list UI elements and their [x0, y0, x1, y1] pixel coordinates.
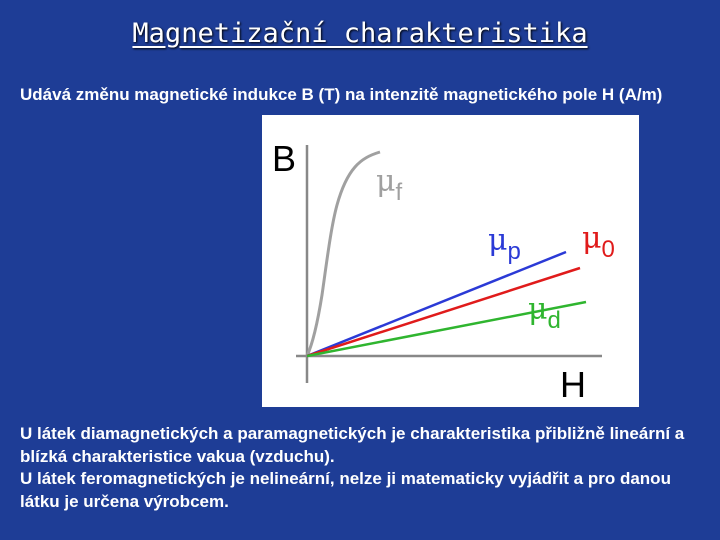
paragraph-ferro: U látek feromagnetických je nelineární, nelze ji matematicky vyjádřit a pro danou látku je určena výrobcem. [20, 469, 671, 511]
label-mu-f-symbol: μ [376, 164, 396, 199]
magnetization-figure [262, 115, 639, 407]
curve-ferromagnetic [307, 152, 380, 356]
slide-title: Magnetizační charakteristika [132, 18, 588, 49]
label-mu-p-sub: p [507, 238, 521, 265]
paragraph-dia-para: U látek diamagnetických a paramagnetických je charakteristika přibližně lineární a blízká charakteristice vakua (vzduchu). [20, 424, 685, 466]
label-mu-p [488, 223, 521, 265]
label-mu-d-symbol: μ [528, 292, 548, 327]
label-mu-d-sub: d [547, 307, 561, 334]
label-mu-f [376, 164, 403, 206]
magnetization-diagram [262, 115, 639, 407]
label-mu-d [528, 292, 561, 334]
intro-text: Udává změnu magnetické indukce B (T) na intenzitě magnetického pole H (A/m) [20, 85, 663, 104]
body-text [20, 423, 710, 513]
x-axis-label: H [560, 364, 586, 405]
y-axis-label: B [272, 138, 297, 179]
label-mu-0-sub: 0 [601, 236, 615, 263]
label-mu-f-sub: f [395, 179, 403, 206]
label-mu-0 [582, 221, 615, 263]
label-mu-p-symbol: μ [488, 223, 508, 258]
label-mu-0-symbol: μ [582, 221, 602, 256]
